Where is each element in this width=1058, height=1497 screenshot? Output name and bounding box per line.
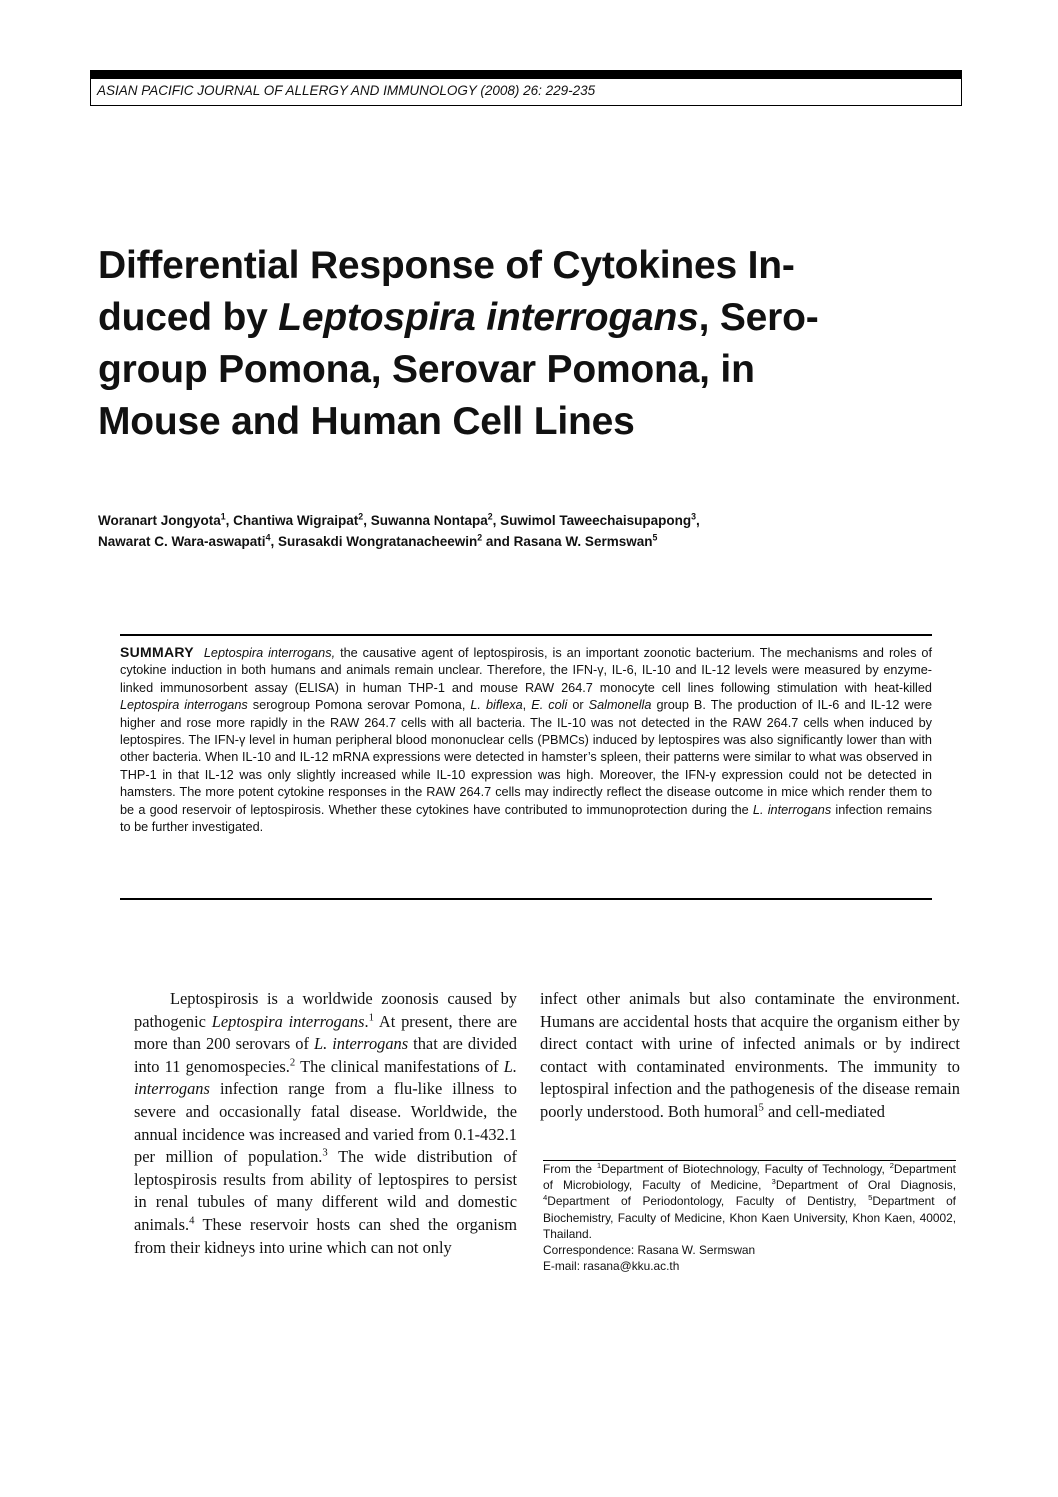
summary-label: SUMMARY (120, 644, 194, 660)
intro-paragraph: Leptospirosis is a worldwide zoonosis caused by pathogenic Leptospira interrogans.$^1$ At present, there are more than 200 serovars of L. interrogans that are divided into 11 genomospecies.$^2$ The clinical manifestations of L. interrogans infection range from a flu-like illness to severe and occasionally fatal disease. Worldwide, the annual incidence was increased and varied from 0.1-432.1 per million of population.$^3$ The wide distribution of leptospirosis results from ability of leptospires to persist in renal tubules of many different wild and domestic animals.$^4$ These reservoir hosts can shed the organism from their kidneys into urine which can not only (134, 989, 518, 1257)
author-list (98, 510, 958, 552)
title-line-4: Mouse and Human Cell Lines (98, 400, 635, 443)
body-column-right (540, 988, 960, 1124)
author-line-2: Nawarat C. Wara-aswapati$^4$, Surasakdi Wongratanacheewin$^2$ and Rasana W. Sermswan$^5$ (98, 532, 658, 549)
body-column-left (134, 988, 517, 1259)
article-title (98, 240, 958, 448)
affiliations-footnote (543, 1160, 956, 1274)
title-line-2: duced by Leptospira interrogans, Sero- (98, 296, 819, 339)
summary-text: SUMMARY Leptospira interrogans, the causative agent of leptospirosis, is an important zoonotic bacterium. The mechanisms and roles of cytokine induction in both humans and animals remain unclear. Therefore, the IFN-γ, IL-6, IL-10 and IL-12 levels were measured by enzyme-linked immunosorbent assay (ELISA) in human THP-1 and mouse RAW 264.7 monocyte cell lines following stimulation with heat-killed Leptospira interrogans serogroup Pomona serovar Pomona, L. biflexa, E. coli or Salmonella group B. The production of IL-6 and IL-12 were higher and rose more rapidly in the RAW 264.7 cells with all bacteria. The IL-10 was not detected in the RAW 264.7 cells when induced by leptospires. The IFN-γ level in human peripheral blood mononuclear cells (PBMCs) induced by leptospires was also significantly lower than with other bacteria. When IL-10 and IL-12 mRNA expressions were detected in hamster’s spleen, their patterns were similar to what was observed in THP-1 in that IL-12 was only slightly increased while IL-10 expression was high. Moreover, the IFN-γ expression could not be detected in hamsters. The more potent cytokine responses in the RAW 264.7 cells may indirectly reflect the disease outcome in mice which render them to be a good reservoir of leptospirosis. Whether these cytokines have contributed to immunoprotection during the L. interrogans infection remains to be further investigated. (120, 644, 933, 835)
journal-header-text: ASIAN PACIFIC JOURNAL OF ALLERGY AND IMMUNOLOGY (2008) 26: 229-235 (97, 83, 596, 98)
title-line-1: Differential Response of Cytokines In- (98, 244, 795, 287)
email-address: E-mail: rasana@kku.ac.th (543, 1259, 680, 1274)
affiliation-departments: From the $^1$Department of Biotechnology, Faculty of Technology, $^2$Department of Microbiology, Faculty of Medicine, $^3$Department of Oral Diagnosis, $^4$Department of Periodontology, Faculty of Dentistry, $^5$Department of Biochemistry, Faculty of Medicine, Khon Kaen University, Khon Kaen, 40002, Thailand. (543, 1161, 957, 1241)
intro-paragraph-continued: infect other animals but also contaminate the environment. Humans are accidental hosts that acquire the organism either by direct contact with urine of infected animals or by indirect contact with contaminated environments. The immunity to leptospiral infection and the pathogenesis of the disease remain poorly understood. Both humoral$^5$ and cell-mediated (540, 989, 960, 1121)
journal-header-bar (90, 70, 962, 106)
title-species: Leptospira interrogans (278, 296, 699, 339)
summary-abstract (120, 634, 932, 900)
correspondence: Correspondence: Rasana W. Sermswan (543, 1243, 756, 1258)
title-line-3: group Pomona, Serovar Pomona, in (98, 348, 755, 391)
author-line-1: Woranart Jongyota$^1$, Chantiwa Wigraipat$^2$, Suwanna Nontapa$^2$, Suwimol Taweechaisupapong$^3$, (98, 511, 700, 528)
